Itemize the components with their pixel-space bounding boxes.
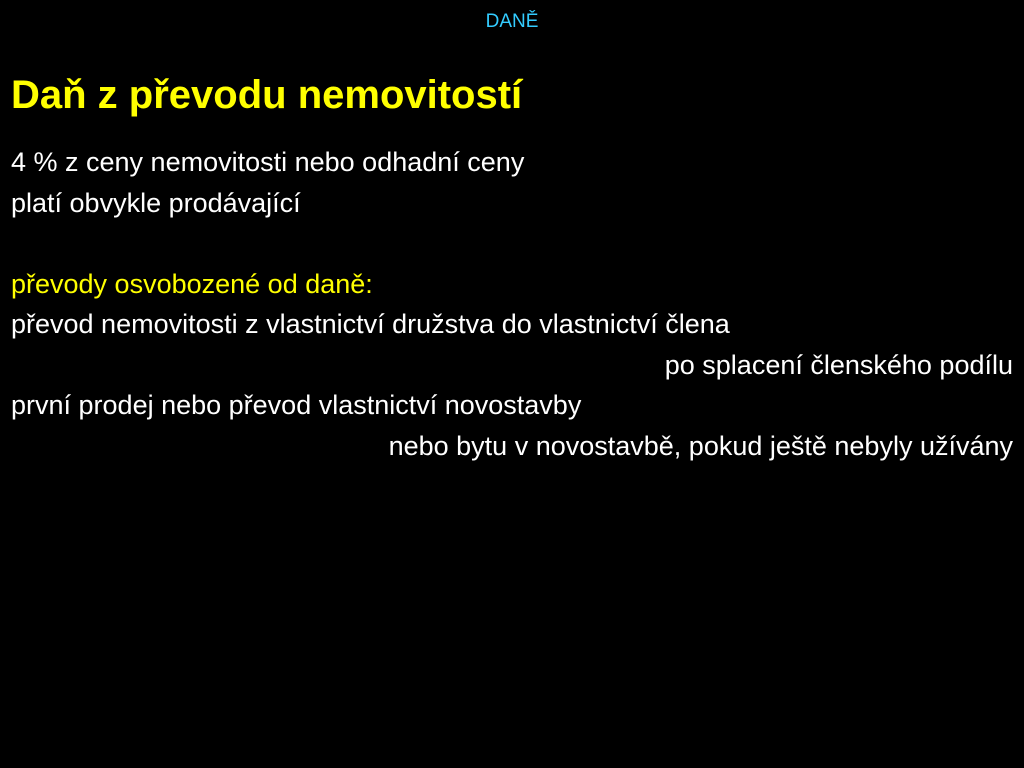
section-label: DANĚ xyxy=(485,11,539,32)
slide-title: Daň z převodu nemovitostí xyxy=(11,73,523,117)
exemptions-heading: převody osvobozené od daně: xyxy=(11,268,373,299)
exemption-2-line: první prodej nebo převod vlastnictví novostavby xyxy=(11,390,582,420)
spacer xyxy=(11,223,1013,264)
exemption-1-line: převod nemovitosti z vlastnictví družstva do vlastnictví člena xyxy=(11,309,730,339)
slide-body xyxy=(11,142,1013,466)
exemption-1-continuation: po splacení členského podílu xyxy=(664,349,1013,380)
tax-rate-line: 4 % z ceny nemovitosti nebo odhadní ceny xyxy=(11,147,525,177)
payer-line: platí obvykle prodávající xyxy=(11,187,301,218)
exemption-2-continuation: nebo bytu v novostavbě, pokud ještě nebyly užívány xyxy=(388,430,1013,461)
